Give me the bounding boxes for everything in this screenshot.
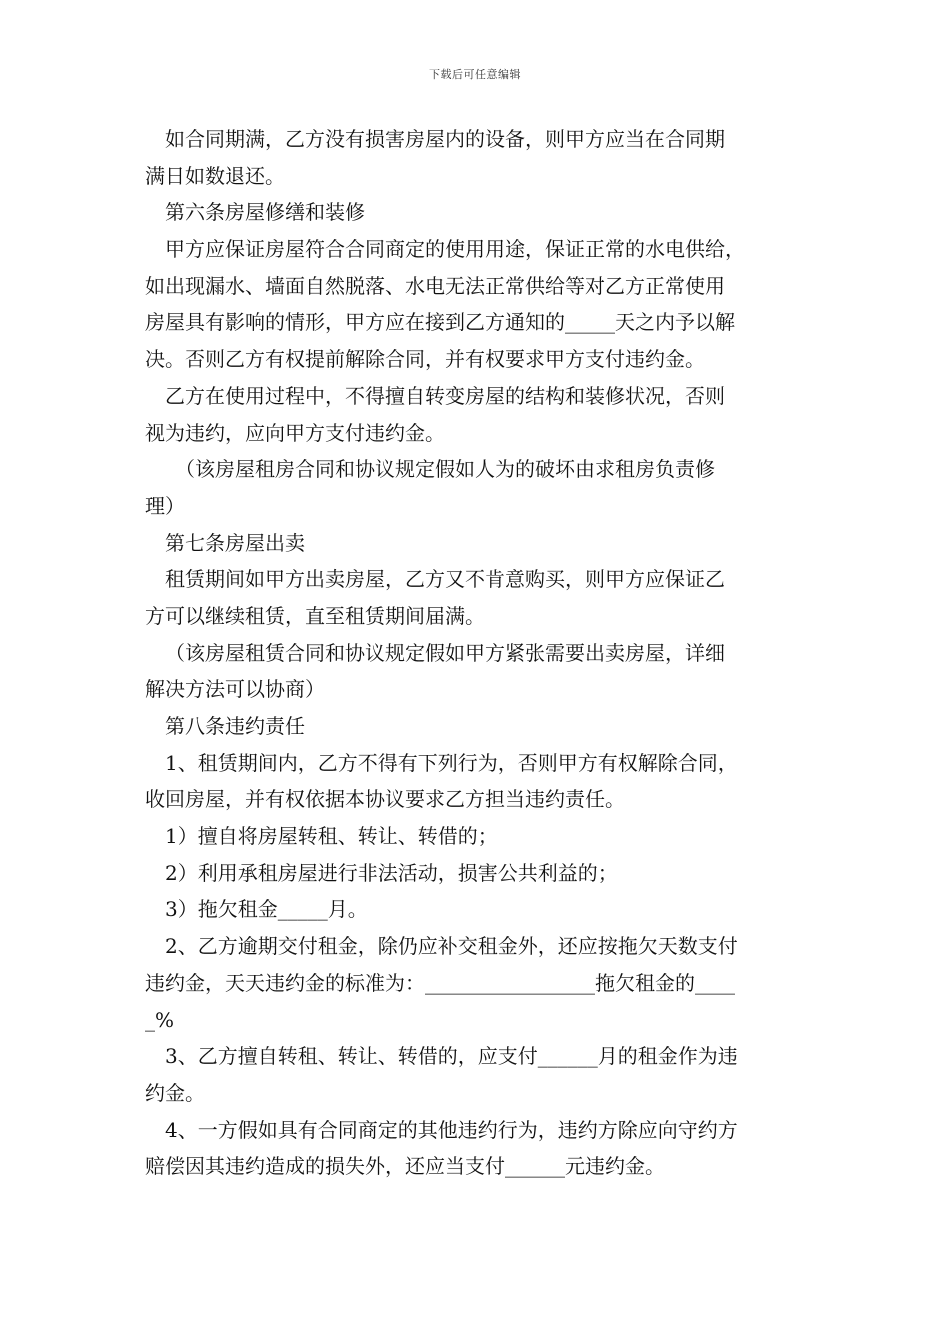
text-line: 约金。 (145, 1080, 205, 1105)
text-line: 收回房屋，并有权依据本协议要求乙方担当违约责任。 (145, 787, 625, 812)
document-body (145, 121, 813, 1185)
text-line: 满日如数退还。 (145, 163, 285, 188)
list-item: 1）擅自将房屋转租、转让、转借的； (165, 824, 498, 849)
text-line: 如合同期满，乙方没有损害房屋内的设备，则甲方应当在合同期 (165, 127, 725, 151)
section-heading: 第八条违约责任 (165, 714, 305, 738)
text-line: 视为违约，应向甲方支付违约金。 (145, 420, 445, 445)
text-line: （该房屋租房合同和协议规定假如人为的破坏由求租房负责修 (175, 457, 715, 482)
text-line: 赔偿因其违约造成的损失外，还应当支付______元违约金。 (145, 1154, 665, 1179)
text-line: 1、租赁期间内，乙方不得有下列行为，否则甲方有权解除合同， (165, 750, 738, 775)
section-heading: 第六条房屋修缮和装修 (165, 200, 365, 225)
text-line: 房屋具有影响的情形，甲方应在接到乙方通知的_____天之内予以解 (145, 310, 735, 335)
text-line: 决。否则乙方有权提前解除合同，并有权要求甲方支付违约金。 (145, 347, 705, 372)
text-line: 乙方在使用过程中，不得擅自转变房屋的结构和装修状况，否则 (165, 383, 725, 408)
text-line: 方可以继续租赁，直至租赁期间届满。 (145, 603, 485, 628)
text-line: 2、乙方逾期交付租金，除仍应补交租金外，还应按拖欠天数支付 (165, 934, 738, 959)
header-note: 下载后可任意编辑 (429, 68, 521, 81)
text-line: 解决方法可以协商） (145, 677, 325, 702)
text-line: 甲方应保证房屋符合合同商定的使用用途，保证正常的水电供给， (165, 237, 745, 262)
text-line: 违约金，天天违约金的标准为：_________________拖欠租金的____ (145, 970, 735, 995)
section-heading: 第七条房屋出卖 (165, 530, 305, 555)
list-item: 3）拖欠租金_____月。 (165, 897, 368, 922)
list-item: 2）利用承租房屋进行非法活动，损害公共利益的； (165, 860, 618, 885)
text-line: 3、乙方擅自转租、转让、转借的，应支付______月的租金作为违 (165, 1044, 738, 1069)
text-line: 如出现漏水、墙面自然脱落、水电无法正常供给等对乙方正常使用 (145, 273, 725, 298)
text-line: 理） (145, 493, 185, 518)
text-line: 租赁期间如甲方出卖房屋，乙方又不肯意购买，则甲方应保证乙 (165, 567, 725, 592)
text-line: _% (145, 1007, 175, 1032)
text-line: 4、一方假如具有合同商定的其他违约行为，违约方除应向守约方 (165, 1117, 738, 1142)
text-line: （该房屋租赁合同和协议规定假如甲方紧张需要出卖房屋，详细 (165, 640, 725, 665)
